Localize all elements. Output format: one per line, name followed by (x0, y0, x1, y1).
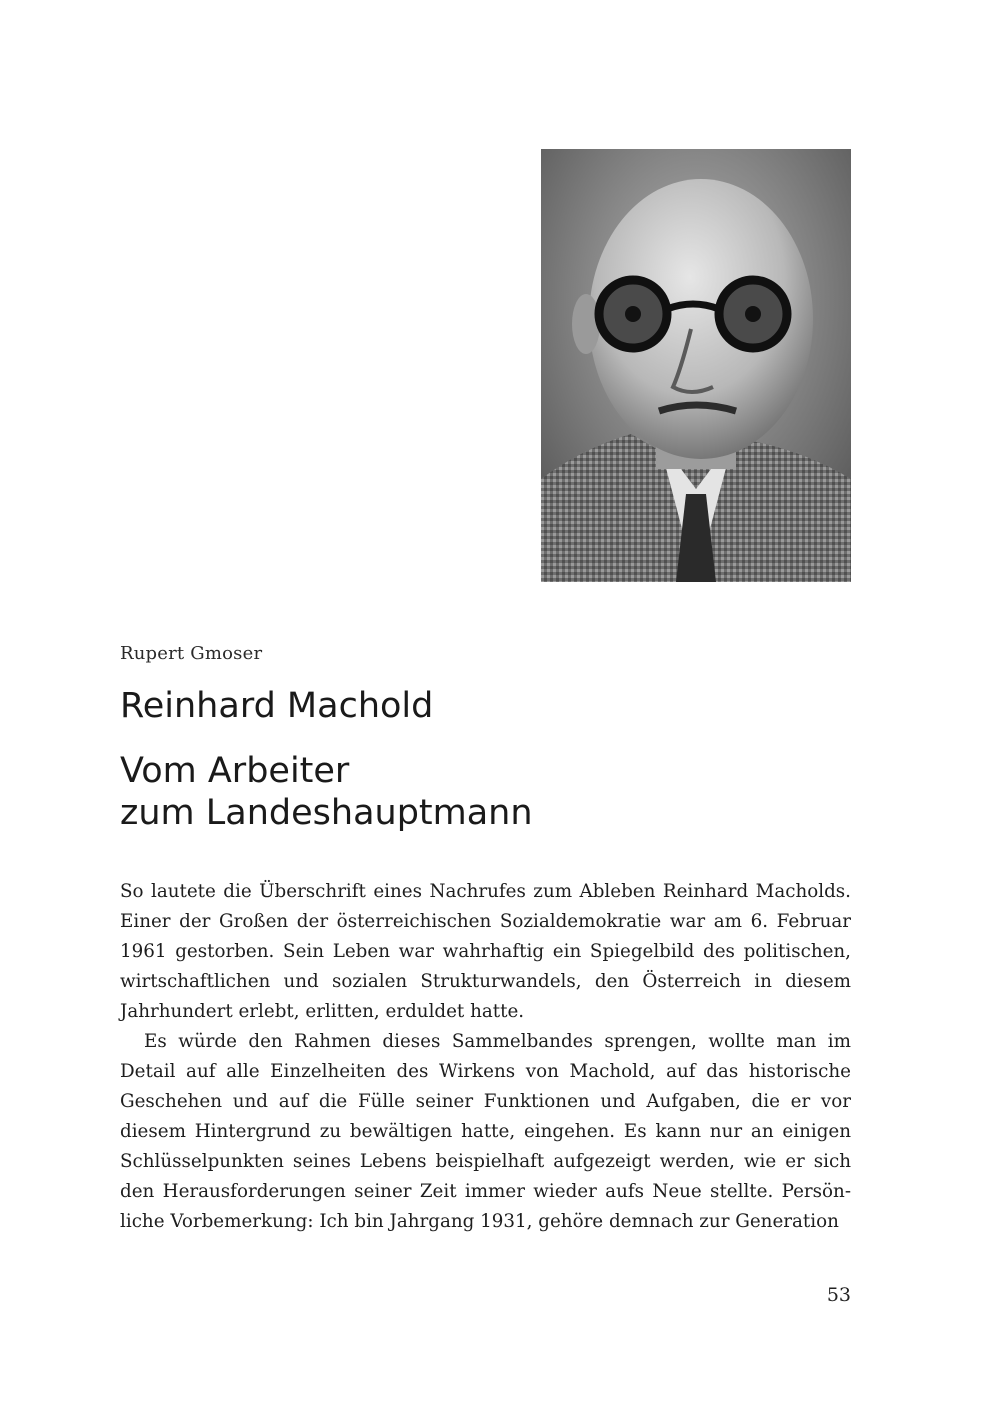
author-name: Rupert Gmoser (120, 643, 263, 664)
page-number: 53 (826, 1284, 851, 1306)
subtitle-line: zum Landeshauptmann (120, 793, 533, 833)
article-title: Reinhard Machold (120, 686, 434, 726)
body-paragraph: So lautete die Überschrift eines Nachrufes zum Ableben Reinhard Macholds. Einer der Großen der österreichischen Sozialdemokratie war am 6. Februar 1961 gestorben. Sein Leben war wahrhaftig ein Spiegelbild des politischen, wirtschaftlichen und sozialen Strukturwandels, den Österreich in diesem Jahrhundert erlebt, erlitten, erduldet hatte. (120, 881, 851, 1022)
body-paragraph: Es würde den Rahmen dieses Sammelbandes sprengen, wollte man im Detail auf alle Einzelheiten des Wirkens von Machold, auf das historische Geschehen und auf die Fülle seiner Funktionen und Aufgaben, die er vor diesem Hintergrund zu bewältigen hatte, eingehen. Es kann nur an einigen Schlüsselpunkten seines Lebens beispielhaft aufgezeigt werden, wie er sich den Herausforderungen seiner Zeit immer wieder aufs Neue stellte. Persönliche Vorbemerkung: Ich bin Jahrgang 1931, gehöre demnach zur Generation (120, 1031, 851, 1232)
article-subtitle (120, 750, 533, 834)
article-body (120, 877, 851, 1237)
portrait-photo (541, 149, 851, 582)
portrait-illustration (541, 149, 851, 582)
subtitle-line: Vom Arbeiter (120, 751, 350, 791)
